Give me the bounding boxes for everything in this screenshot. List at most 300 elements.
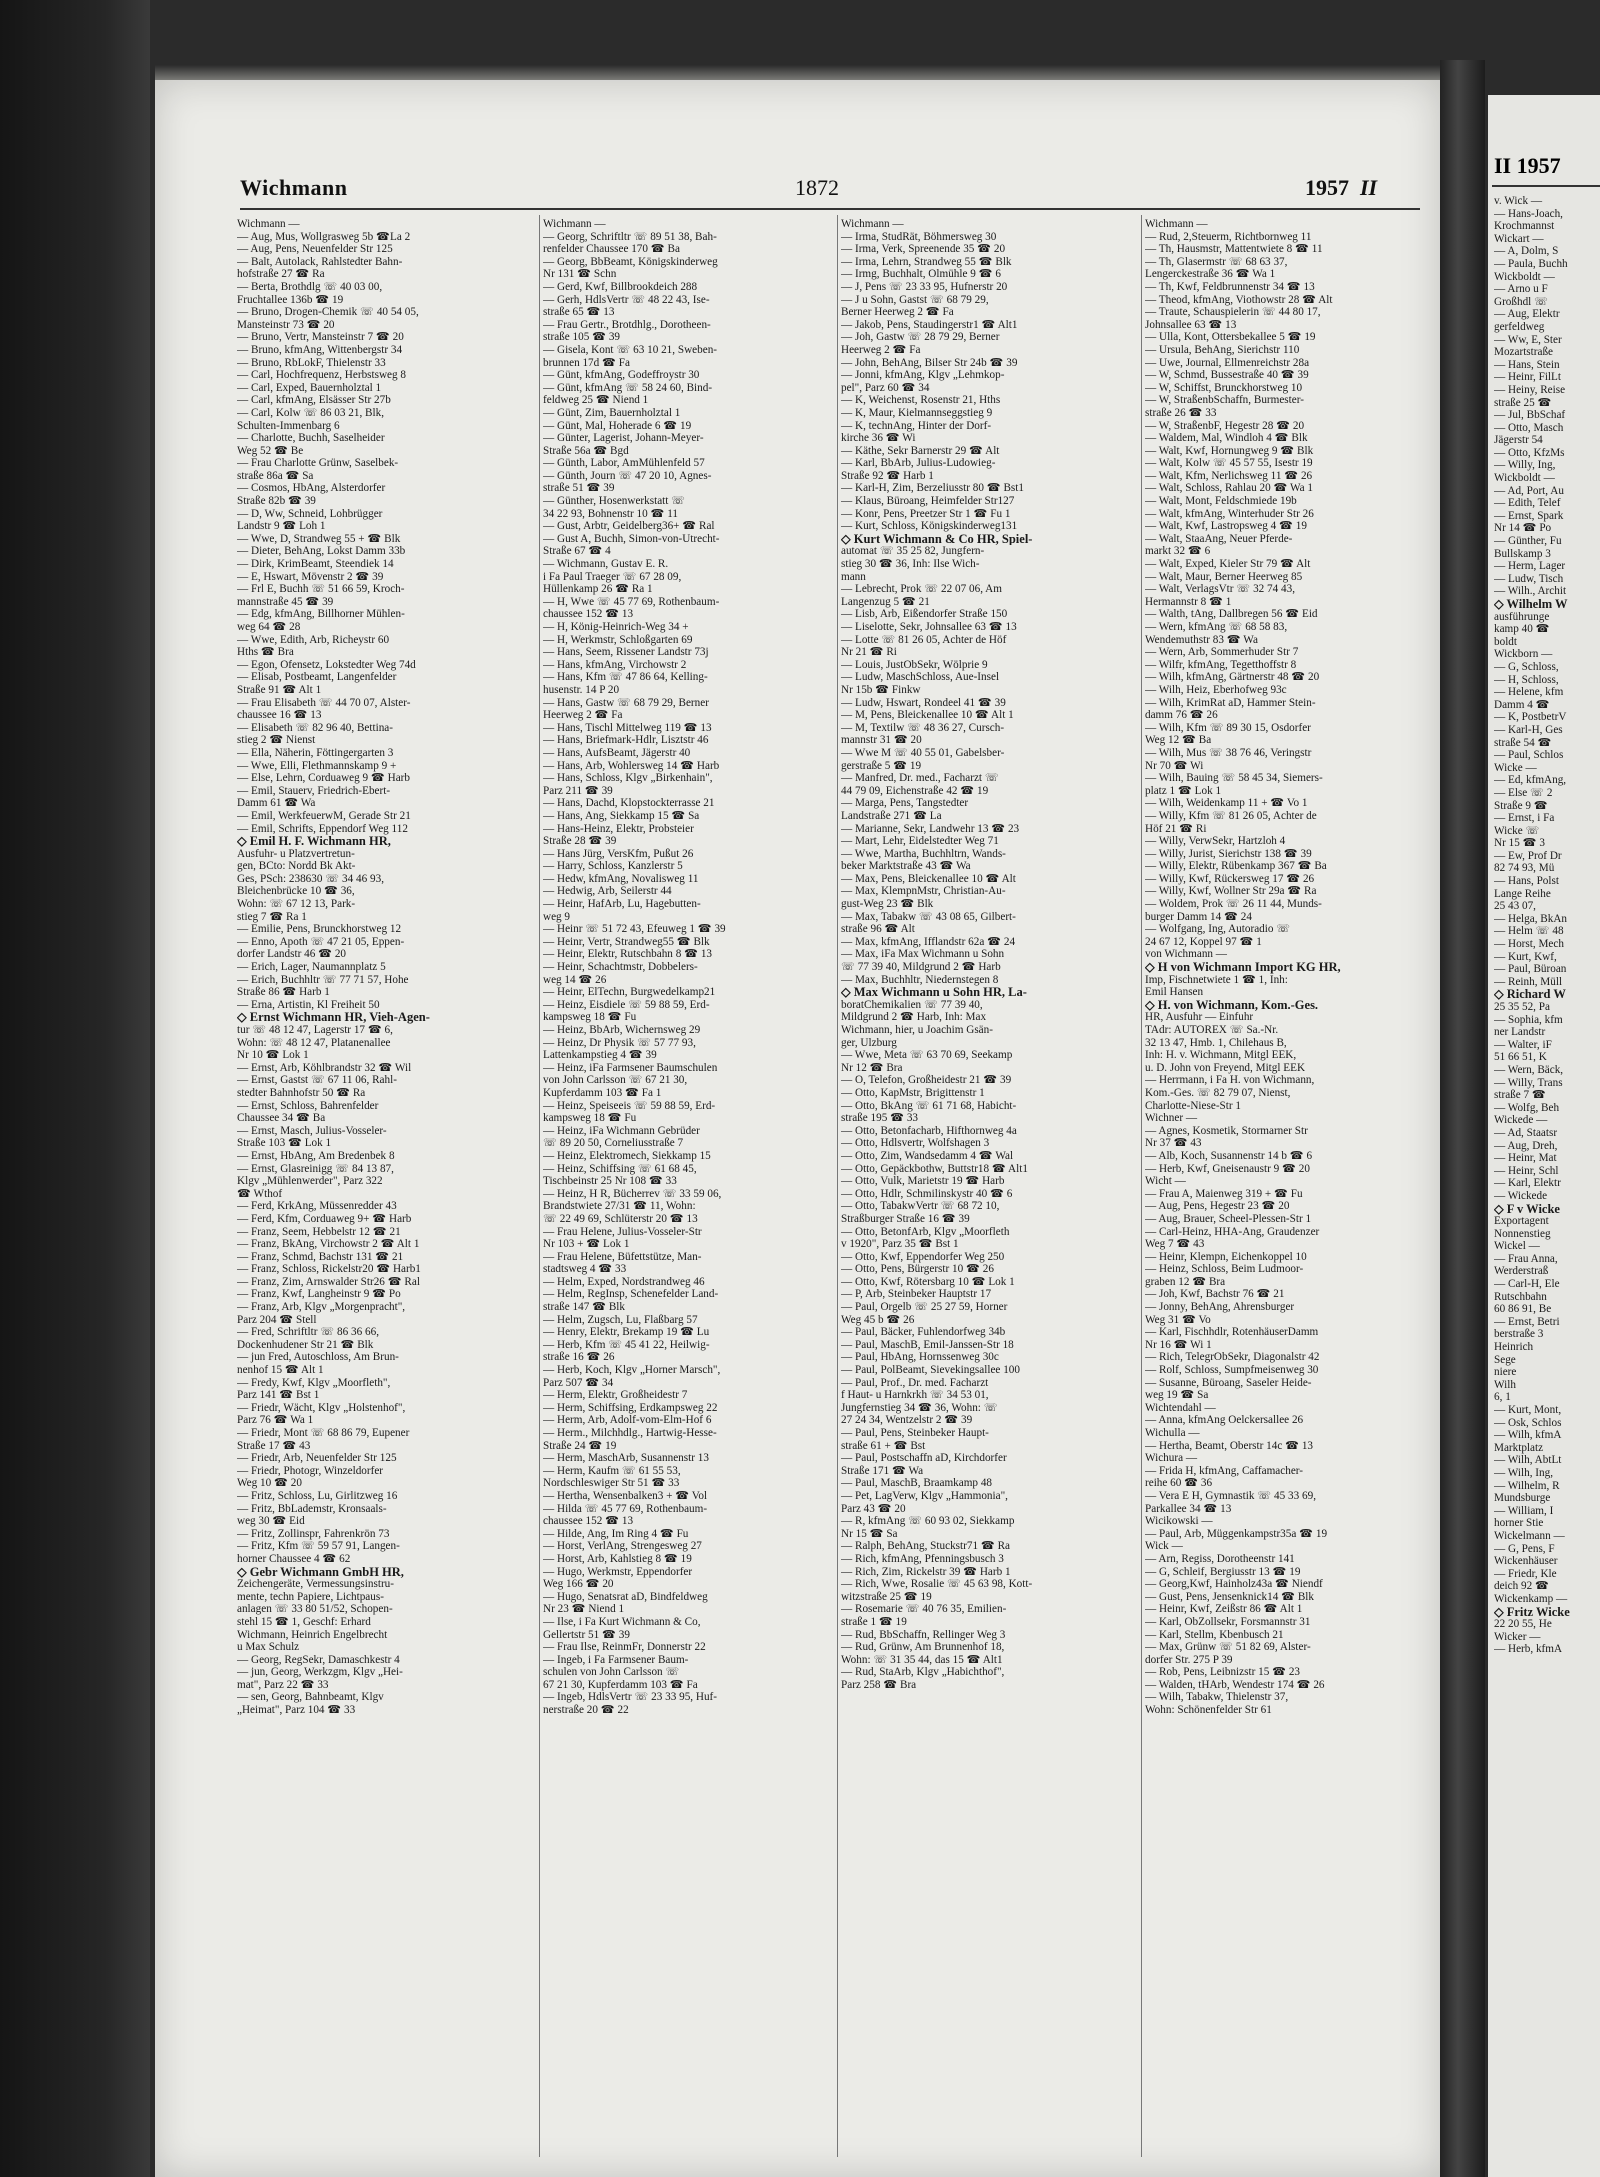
directory-entry-line: — H, Wwe ☏ 45 77 69, Rothenbaum- (543, 595, 720, 608)
directory-entry-line: — Hans, Ang, Siekkamp 15 ☎ Sa (543, 809, 700, 822)
directory-entry-line: — Susanne, Büroang, Saseler Heide- (1145, 1376, 1312, 1389)
directory-entry-line: dorfer Landstr 46 ☎ 20 (237, 948, 347, 961)
directory-entry-line: — Ella, Näherin, Föttingergarten 3 (237, 746, 394, 759)
directory-entry-line: — Heinr, HafArb, Lu, Hagebutten- (543, 898, 701, 911)
directory-entry-line: — Max, Grünw ☏ 51 82 69, Alster- (1145, 1641, 1311, 1654)
directory-entry-line: — Helm, Exped, Nordstrandweg 46 (543, 1275, 705, 1288)
directory-entry-line: Nr 12 ☎ Bra (841, 1061, 903, 1074)
directory-entry-line: — Ernst, Schloss, Bahrenfelder (237, 1099, 379, 1112)
directory-entry-line: — H, Werkmstr, Schloßgarten 69 (543, 633, 693, 646)
directory-entry-line: — K, Weichenst, Rosenstr 21, Hths (841, 394, 1001, 407)
directory-entry-line: — Heinz, Speiseeis ☏ 59 88 59, Erd- (543, 1099, 716, 1112)
next-page-edge (1488, 95, 1600, 2177)
directory-entry-line: straße 61 + ☎ Bst (841, 1439, 926, 1452)
directory-entry-line: — Frau Helene, Julius-Vosseler-Str (543, 1225, 702, 1238)
directory-entry-line: Mildgrund 2 ☎ Harb, Inh: Max (841, 1011, 987, 1024)
directory-entry-line: — Otto, BetonfArb, Klgv „Moorfleth (841, 1225, 1010, 1238)
directory-entry-line: — Gerh, HdlsVertr ☏ 48 22 43, Ise- (543, 293, 710, 306)
directory-entry-line: — Hans Jürg, VersKfm, Pußut 26 (543, 847, 694, 860)
next-page-entry-line: Bullskamp 3 (1494, 547, 1551, 560)
directory-entry-line: — Heinz, Elektromech, Siekkamp 15 (543, 1149, 711, 1162)
running-head-name: Wichmann (240, 175, 348, 200)
next-page-entry-line: ner Landstr (1494, 1026, 1546, 1039)
directory-entry-line: Straße 56a ☎ Bgd (543, 444, 629, 457)
directory-entry-line: — Max, kfmAng, Ifflandstr 62a ☎ 24 (841, 935, 1016, 948)
book-gutter (1440, 60, 1485, 2177)
directory-entry-line: mat", Parz 22 ☎ 33 (237, 1678, 329, 1691)
directory-entry-line: — E, Hswart, Mövenstr 2 ☎ 39 (237, 570, 384, 583)
directory-entry-line: — Enno, Apoth ☏ 47 21 05, Eppen- (237, 935, 405, 948)
directory-entry-line: — Frl E, Buchh ☏ 51 66 59, Kroch- (237, 583, 405, 596)
directory-entry-line: weg 14 ☎ 26 (543, 973, 607, 986)
directory-entry-line: — Paul, Arb, Müggenkampstr35a ☎ 19 (1145, 1527, 1328, 1540)
next-page-entry-line: — Wilhelm, R (1494, 1479, 1560, 1492)
directory-entry-line: ☏ 89 20 50, Corneliusstraße 7 (543, 1137, 684, 1150)
directory-entry-line: mann (841, 570, 866, 583)
directory-entry-line: Nr 23 ☎ Niend 1 (543, 1603, 625, 1616)
directory-entry-line: straße 195 ☎ 33 (841, 1112, 919, 1125)
directory-entry-line: — Walth, tAng, Dallbregen 56 ☎ Eid (1145, 608, 1318, 621)
directory-entry-line: — Frau Helene, Büfettstütze, Man- (543, 1250, 702, 1263)
directory-entry-line: Wichtendahl — (1145, 1401, 1216, 1414)
next-page-entry-line: Exportagent (1494, 1215, 1549, 1228)
next-page-entry-line: Wickelmann — (1494, 1529, 1565, 1542)
next-page-entry-line: Rutschbahn (1494, 1290, 1547, 1303)
directory-entry-line: Gellertstr 51 ☎ 39 (543, 1628, 630, 1641)
directory-entry-line: — Balt, Autolack, Rahlstedter Bahn- (237, 255, 403, 268)
directory-entry-line: — Wwe, Elli, Flethmannskamp 9 + (237, 759, 397, 772)
directory-entry-line: — Herrmann, i Fa H. von Wichmann, (1145, 1074, 1315, 1087)
next-page-entry-line: Wickede — (1494, 1114, 1548, 1127)
directory-entry-line: — Otto, BkAng ☏ 61 71 68, Habicht- (841, 1099, 1017, 1112)
next-page-entry-line: berstraße 3 (1494, 1328, 1544, 1341)
directory-entry-line: — Heinr, ElTechn, Burgwedelkamp21 (543, 986, 716, 999)
next-page-entry-line: 6, 1 (1494, 1391, 1511, 1404)
directory-entry-line: mente, techn Papiere, Lichtpaus- (237, 1590, 384, 1603)
directory-entry-line: — Hilda ☏ 45 77 69, Rothenbaum- (543, 1502, 708, 1515)
directory-entry-line: — Wilh, Tabakw, Thielenstr 37, (1145, 1691, 1289, 1704)
next-page-entry-line: — Karl-H, Ges (1494, 723, 1563, 736)
directory-entry-line: Straße 171 ☎ Wa (841, 1464, 924, 1477)
next-page-entry-line: boldt (1494, 635, 1517, 648)
directory-entry-line: — Charlotte, Buchh, Saselheider (237, 432, 385, 445)
directory-entry-line: — Hans, Kfm ☏ 47 86 64, Kelling- (543, 671, 708, 684)
directory-entry-line: pel", Parz 60 ☎ 34 (841, 381, 930, 394)
directory-entry-line: — Emil, Schrifts, Eppendorf Weg 112 (237, 822, 408, 835)
next-page-entry-line: Wickborn — (1494, 648, 1553, 661)
next-page-entry-line: — Willy, Ing, (1494, 459, 1556, 472)
directory-entry-line: — Carl-Heinz, HHA-Ang, Graudenzer (1145, 1225, 1320, 1238)
directory-entry-line: nerstraße 20 ☎ 22 (543, 1704, 629, 1717)
directory-entry-line: — Walden, tHArb, Wendestr 174 ☎ 26 (1145, 1678, 1325, 1691)
directory-entry-line: — H, König-Heinrich-Weg 34 + (543, 621, 689, 633)
directory-entry-line: — Georg,Kwf, Hainholz43a ☎ Niendf (1145, 1578, 1323, 1591)
directory-entry-line: — Walt, Exped, Kieler Str 79 ☎ Alt (1145, 558, 1311, 571)
year: 1957 (1305, 175, 1349, 200)
directory-entry-line: — Otto, Hdlsvertr, Wolfshagen 3 (841, 1137, 990, 1150)
directory-entry-line: Straße 92 ☎ Harb 1 (841, 469, 934, 482)
directory-entry-line: — O, Telefon, Großheidestr 21 ☎ 39 (841, 1074, 1012, 1087)
directory-entry-line: Nr 21 ☎ Ri (841, 646, 897, 659)
directory-entry-line: Tischbeinstr 25 Nr 108 ☎ 33 (543, 1175, 677, 1188)
directory-entry-line: — Marianne, Sekr, Landwehr 13 ☎ 23 (841, 822, 1020, 835)
directory-entry-line: — Hertha, Wensenbalken3 + ☎ Vol (543, 1489, 708, 1502)
directory-entry-line: — M, Pens, Bleickenallee 10 ☎ Alt 1 (841, 709, 1014, 722)
directory-entry-line: — Walt, Kolw ☏ 45 57 55, Isestr 19 (1145, 457, 1313, 470)
directory-entry-line: — Carl, Exped, Bauernholztal 1 (237, 381, 382, 394)
directory-entry-line: — Lebrecht, Prok ☏ 22 07 06, Am (841, 583, 1002, 596)
directory-entry-line: u. D. John von Freyend, Mitgl EEK (1145, 1061, 1306, 1074)
directory-entry-line: — Wilh, Mus ☏ 38 76 46, Veringstr (1145, 746, 1312, 759)
directory-entry-line: — Th, Hausmstr, Mattentwiete 8 ☎ 11 (1145, 243, 1323, 256)
directory-entry-line: markt 32 ☎ 6 (1145, 545, 1211, 558)
directory-entry-line: — Willy, Kfm ☏ 81 26 05, Achter de (1145, 809, 1317, 822)
directory-entry-line: schulen von John Carlsson ☏ (543, 1666, 680, 1679)
directory-entry-line: — Ferd, KrkAng, Müssenredder 43 (237, 1200, 397, 1213)
next-page-entry-line: Nr 15 ☎ 3 (1494, 837, 1545, 850)
directory-entry-line: — Paul, Postschaffn aD, Kirchdorfer (841, 1452, 1007, 1465)
next-page-entry-line: — Ww, E, Ster (1494, 333, 1562, 346)
directory-entry-line: Nr 103 + ☎ Lok 1 (543, 1238, 630, 1251)
directory-entry-line: — P, Arb, Steinbeker Hauptstr 17 (841, 1288, 992, 1301)
directory-entry-line: — Otto, Hdlr, Schmilinskystr 40 ☎ 6 (841, 1187, 1013, 1200)
next-page-entry-line: 60 86 91, Be (1494, 1303, 1552, 1316)
next-page-entry-line: — Ew, Prof Dr (1494, 849, 1562, 862)
directory-entry-line: — Günt, Mal, Hoherade 6 ☎ 19 (543, 419, 692, 432)
directory-entry-line: Wohn: ☏ 67 12 13, Park- (237, 898, 356, 911)
directory-entry-line: — J, Pens ☏ 23 33 95, Hufnerstr 20 (841, 280, 1008, 293)
directory-entry-line: — Mart, Lehr, Eidelstedter Weg 71 (841, 835, 999, 848)
directory-entry-line: — Agnes, Kosmetik, Stormarner Str (1145, 1124, 1308, 1137)
column-separator (539, 215, 540, 2157)
directory-entry-line: Heerweg 2 ☎ Fa (543, 709, 623, 722)
next-page-entry-line: niere (1494, 1366, 1517, 1379)
directory-entry-line: chaussee 152 ☎ 13 (543, 1515, 634, 1528)
directory-entry-line: ◇ H von Wichmann Import KG HR, (1145, 961, 1341, 974)
directory-entry-line: Nr 37 ☎ 43 (1145, 1137, 1202, 1150)
directory-entry-line: Wichmann — (1145, 218, 1208, 230)
directory-entry-line: „Heimat", Parz 104 ☎ 33 (237, 1704, 356, 1717)
directory-entry-line: — Lotte ☏ 81 26 05, Achter de Höf (841, 633, 1007, 646)
directory-entry-line: — Walt, Kfm, Nerlichsweg 11 ☎ 26 (1145, 469, 1313, 482)
directory-entry-line: nenhof 15 ☎ Alt 1 (237, 1364, 324, 1377)
next-page-entry-line: — Osk, Schlos (1494, 1416, 1562, 1429)
directory-entry-line: — Otto, Kwf, Rötersbarg 10 ☎ Lok 1 (841, 1275, 1015, 1288)
directory-entry-line: Wohn: Schönenfelder Str 61 (1145, 1704, 1272, 1717)
directory-entry-line: — K, Maur, Kielmannseggstieg 9 (841, 406, 993, 419)
directory-entry-line: — Hugo, Senatsrat aD, Bindfeldweg (543, 1590, 708, 1603)
directory-entry-line: Landstraße 271 ☎ La (841, 809, 942, 822)
next-page-entry-line: — Helene, kfm (1494, 686, 1564, 699)
directory-entry-line: — Aug, Brauer, Scheel-Plessen-Str 1 (1145, 1212, 1312, 1225)
directory-entry-line: i Fa Paul Traeger ☏ 67 28 09, (543, 570, 682, 583)
next-page-entry-line: Wickel — (1494, 1240, 1540, 1253)
next-page-entry-line: — William, I (1494, 1504, 1554, 1517)
directory-entry-line: — Rich, TelegrObSekr, Diagonalstr 42 (1145, 1351, 1320, 1364)
directory-entry-line: — Wilh, kfmAng, Gärtnerstr 48 ☎ 20 (1145, 671, 1320, 684)
directory-entry-line: straße 1 ☎ 19 (841, 1615, 907, 1628)
directory-entry-line: — Rob, Pens, Leibnizstr 15 ☎ 23 (1145, 1666, 1301, 1679)
directory-entry-line: — Carl, Hochfrequenz, Herbstsweg 8 (237, 369, 407, 382)
directory-entry-line: — Georg, Schriftltr ☏ 89 51 38, Bah- (543, 230, 717, 243)
directory-entry-line: Nr 15b ☎ Finkw (841, 683, 921, 696)
directory-entry-line: Straßburger Straße 16 ☎ 39 (841, 1212, 970, 1225)
directory-entry-line: — Wichmann, Gustav E. R. (543, 558, 669, 571)
directory-entry-line: — Traute, Schauspielerin ☏ 44 80 17, (1145, 306, 1321, 319)
directory-entry-line: — Heinr, Schachtmstr, Dobbelers- (543, 961, 698, 974)
directory-entry-line: Wichmann — (237, 218, 300, 230)
directory-entry-line: — Günt, Zim, Bauernholztal 1 (543, 406, 681, 419)
directory-entry-line: — Paul, MaschB, Braamkamp 48 (841, 1477, 993, 1490)
directory-entry-line: Lattenkampstieg 4 ☎ 39 (543, 1049, 657, 1062)
next-page-entry-line: — Heinr, Schl (1494, 1164, 1559, 1177)
next-page-entry-line: — A, Dolm, S (1494, 245, 1559, 258)
directory-entry-line: — Emilie, Pens, Brunckhorstweg 12 (237, 923, 402, 936)
directory-entry-line: Weg 52 ☎ Be (237, 444, 304, 457)
next-page-entry-line: — Herm, Lager (1494, 560, 1566, 573)
directory-entry-line: — G, Schleif, Bergiusstr 13 ☎ 19 (1145, 1565, 1301, 1578)
directory-entry-line: — Fritz, BbLademstr, Kronsaals- (237, 1502, 387, 1515)
directory-entry-line: — Wilh, KrimRat aD, Hammer Stein- (1145, 696, 1316, 709)
directory-entry-line: — Bruno, kfmAng, Wittenbergstr 34 (237, 343, 403, 356)
directory-entry-line: — Ludw, MaschSchloss, Aue-Insel (841, 671, 1000, 684)
directory-entry-line: Parz 43 ☎ 20 (841, 1502, 906, 1515)
directory-entry-line: stedter Bahnhofstr 50 ☎ Ra (237, 1086, 366, 1099)
directory-entry-line: — Franz, Schmd, Bachstr 131 ☎ 21 (237, 1250, 404, 1263)
directory-entry-line: renfelder Chaussee 170 ☎ Ba (543, 243, 680, 256)
directory-entry-line: straße 65 ☎ 13 (543, 306, 615, 319)
next-page-entry-line: Wickart — (1494, 232, 1544, 245)
directory-entry-line: Wichner — (1145, 1112, 1198, 1125)
next-page-entry-line: — Günther, Fu (1494, 535, 1562, 548)
directory-entry-line: — Otto, Zim, Wandsedamm 4 ☎ Wal (841, 1149, 1014, 1162)
directory-entry-line: — Hans, Briefmark-Hdlr, Lisztstr 46 (543, 734, 709, 747)
directory-entry-line: Charlotte-Niese-Str 1 (1145, 1099, 1242, 1112)
directory-entry-line: — Herm, Schiffsing, Erdkampsweg 22 (543, 1401, 718, 1414)
next-page-entry-line: Marktplatz (1494, 1441, 1544, 1454)
directory-entry-line: — Louis, JustObSekr, Wölprie 9 (841, 658, 988, 671)
directory-page (155, 80, 1440, 2177)
directory-entry-line: 67 21 30, Kupferdamm 103 ☎ Fa (543, 1678, 698, 1691)
directory-entry-line: — Willy, Jurist, Sierichstr 138 ☎ 39 (1145, 847, 1312, 860)
next-page-entry-line: Jägerstr 54 (1494, 434, 1543, 447)
directory-entry-line: — Erich, Buchhltr ☏ 77 71 57, Hohe (237, 973, 409, 986)
directory-entry-line: — Uwe, Journal, Ellmenreichstr 28a (1145, 356, 1310, 369)
directory-entry-line: ger, Ulzburg (841, 1036, 897, 1049)
directory-entry-line: Ges, PSch: 238630 ☏ 34 46 93, (237, 872, 384, 885)
directory-entry-line: — Heinz, BbArb, Wichernsweg 29 (543, 1024, 701, 1036)
directory-entry-line: — Otto, Kwf, Eppendorfer Weg 250 (841, 1250, 1005, 1263)
directory-entry-line: Hüllenkamp 26 ☎ Ra 1 (543, 583, 653, 596)
directory-entry-line: — Paul, MaschB, Emil-Janssen-Str 18 (841, 1338, 1014, 1351)
directory-entry-line: — Aug, Mus, Wollgrasweg 5b ☎La 2 (237, 230, 411, 243)
directory-entry-line: — Manfred, Dr. med., Facharzt ☏ (841, 772, 999, 785)
directory-entry-line: — Rud, StaArb, Klgv „Habichthof", (841, 1666, 1005, 1679)
next-page-entry-line: 25 35 52, Pa (1494, 1001, 1550, 1013)
directory-entry-line: — Konr, Pens, Preetzer Str 1 ☎ Fu 1 (841, 507, 1011, 520)
directory-entry-line: — Wilh, Bauing ☏ 58 45 34, Siemers- (1145, 772, 1323, 785)
directory-entry-line: — Otto, Betonfacharb, Hifthornweg 4a (841, 1124, 1017, 1137)
directory-entry-line: Chaussee 34 ☎ Ba (237, 1112, 326, 1125)
directory-entry-line: — Ernst, Glasreinigg ☏ 84 13 87, (237, 1162, 394, 1175)
directory-entry-line: — Wwe, Edith, Arb, Richeystr 60 (237, 633, 390, 646)
header-rule (240, 208, 1420, 210)
next-page-entry-line: — Heiny, Reise (1494, 383, 1566, 396)
directory-entry-line: — Bruno, Vertr, Mansteinstr 7 ☎ 20 (237, 331, 404, 344)
directory-entry-line: — Georg, BbBeamt, Königskinderweg (543, 255, 718, 268)
next-page-entry-line: Wickboldt — (1494, 472, 1555, 485)
directory-entry-line: — John, BehAng, Bilser Str 24b ☎ 39 (841, 356, 1018, 369)
directory-entry-line: — Frau Elisabeth ☏ 44 70 07, Alster- (237, 696, 411, 709)
directory-entry-line: — Arn, Regiss, Dorotheenstr 141 (1145, 1552, 1295, 1565)
directory-entry-line: — Rich, Zim, Rickelstr 39 ☎ Harb 1 (841, 1565, 1011, 1578)
directory-entry-line: damm 76 ☎ 26 (1145, 709, 1218, 722)
directory-entry-line: — Gisela, Kont ☏ 63 10 21, Sweben- (543, 343, 718, 356)
directory-entry-line: — Wwe, D, Strandweg 55 + ☎ Blk (237, 532, 401, 545)
directory-entry-line: 24 67 12, Koppel 97 ☎ 1 (1145, 935, 1262, 948)
directory-entry-line: gust-Weg 23 ☎ Blk (841, 898, 934, 911)
directory-entry-line: — Heinz, Eisdiele ☏ 59 88 59, Erd- (543, 998, 710, 1011)
directory-entry-line: — Joh, Gastw ☏ 28 79 29, Berner (841, 331, 1000, 344)
directory-entry-line: — Hans, Arb, Wohlersweg 14 ☎ Harb (543, 759, 720, 772)
directory-entry-line: gen, BCto: Nordd Bk Akt- (237, 860, 356, 873)
directory-entry-line: — Günther, Hosenwerkstatt ☏ (543, 495, 686, 508)
directory-entry-line: Weg 10 ☎ 20 (237, 1477, 302, 1490)
directory-entry-line: TAdr: AUTOREX ☏ Sa.-Nr. (1145, 1024, 1279, 1036)
column-separator (1141, 215, 1142, 2157)
next-page-entry-line: — Herb, kfmA (1494, 1643, 1563, 1656)
next-page-entry-line: Wickenkamp — (1494, 1592, 1568, 1605)
directory-entry-line: stieg 30 ☎ 36, Inh: Ilse Wich- (841, 558, 980, 571)
directory-entry-line: — Irma, StudRät, Böhmersweg 30 (841, 230, 997, 243)
next-page-entry-line: — K, PostbetrV (1494, 711, 1567, 724)
directory-entry-line: — Friedr, Arb, Neuenfelder Str 125 (237, 1452, 397, 1465)
directory-entry-line: — Berta, Brothdlg ☏ 40 03 00, (237, 280, 383, 293)
directory-entry-line: Nr 70 ☎ Wi (1145, 759, 1204, 772)
directory-entry-line: — Gust, Arbtr, Geidelberg36+ ☎ Ral (543, 520, 715, 533)
directory-entry-line: — Karl, Fischhdlr, RotenhäuserDamm (1145, 1326, 1319, 1339)
directory-entry-line: — Walt, StaaAng, Neuer Pferde- (1145, 532, 1293, 545)
next-page-entry-line: horner Stie (1494, 1517, 1544, 1530)
directory-entry-line: — Willy, Kwf, Wollner Str 29a ☎ Ra (1145, 885, 1317, 898)
directory-entry-line: — Wern, Arb, Sommerhuder Str 7 (1145, 646, 1299, 659)
directory-entry-line: — Rud, Grünw, Am Brunnenhof 18, (841, 1641, 1005, 1654)
directory-entry-line: — Rud, BbSchaffn, Rellinger Weg 3 (841, 1628, 1006, 1641)
next-page-entry-line: straße 54 ☎ (1494, 736, 1552, 749)
directory-entry-line: — W, Schmd, Bussestraße 40 ☎ 39 (1145, 369, 1309, 382)
directory-entry-line: Straße 67 ☎ 4 (543, 545, 611, 558)
directory-entry-line: Straße 28 ☎ 39 (543, 835, 617, 848)
directory-entry-line: anlagen ☏ 33 80 51/52, Schopen- (237, 1603, 393, 1616)
directory-entry-line: — Günter, Lagerist, Johann-Meyer- (543, 432, 704, 445)
directory-entry-line: Dockenhudener Str 21 ☎ Blk (237, 1338, 374, 1351)
directory-entry-line: Klgv „Mühlenwerder", Parz 322 (237, 1175, 383, 1188)
directory-entry-line: Wichmann, Heinrich Engelbrecht (237, 1628, 388, 1641)
volume: II (1360, 175, 1378, 200)
next-page-entry-line: — Friedr, Kle (1494, 1567, 1557, 1580)
directory-entry-line: — Alb, Koch, Susannenstr 14 b ☎ 6 (1145, 1149, 1313, 1162)
directory-entry-line: — Herb, Kwf, Gneisenaustr 9 ☎ 20 (1145, 1162, 1310, 1175)
directory-entry-line: von Wichmann — (1145, 948, 1227, 961)
next-page-entry-line: Lange Reihe (1494, 887, 1551, 900)
directory-entry-line: Wendemuthstr 83 ☎ Wa (1145, 633, 1258, 646)
directory-entry-line: Heerweg 2 ☎ Fa (841, 343, 921, 356)
directory-entry-line: — Friedr, Photogr, Winzeldorfer (237, 1464, 384, 1477)
next-page-entry-line: — Otto, KfzMs (1494, 446, 1565, 459)
directory-entry-line: Kom.-Ges. ☏ 82 79 07, Nienst, (1145, 1086, 1291, 1099)
directory-entry-line: Jungfernstieg 34 ☎ 36, Wohn: ☏ (841, 1401, 998, 1414)
directory-entry-line: weg 64 ☎ 28 (237, 621, 301, 633)
directory-entry-line: u Max Schulz (237, 1641, 300, 1654)
next-page-entry-line: Wicke — (1494, 761, 1537, 774)
directory-entry-line: — Helm, RegInsp, Schenefelder Land- (543, 1288, 719, 1301)
directory-entry-line: — Th, Glasermstr ☏ 68 63 37, (1145, 255, 1288, 268)
directory-entry-line: Fruchtallee 136b ☎ 19 (237, 293, 344, 306)
directory-entry-line: f Haut- u Harnkrkh ☏ 34 53 01, (841, 1389, 989, 1402)
directory-entry-line: — Hertha, Beamt, Oberstr 14c ☎ 13 (1145, 1439, 1314, 1452)
directory-entry-line: — Frida H, kfmAng, Caffamacher- (1145, 1464, 1304, 1477)
column-4 (1145, 218, 1440, 1717)
directory-entry-line: — Max, Buchhltr, Niedernstegen 8 (841, 973, 999, 986)
directory-entry-line: — Franz, Schloss, Rickelstr20 ☎ Harb1 (237, 1263, 421, 1276)
directory-entry-line: straße 86a ☎ Sa (237, 469, 314, 482)
directory-entry-line: — Vera E H, Gymnastik ☏ 45 33 69, (1145, 1489, 1317, 1502)
directory-entry-line: — W, StraßenbSchaffn, Burmester- (1145, 394, 1304, 407)
directory-entry-line: — Else, Lehrn, Corduaweg 9 ☎ Harb (237, 772, 411, 785)
directory-entry-line: Wichmann — (841, 218, 904, 230)
directory-entry-line: ☏ 22 49 69, Schlüterstr 20 ☎ 13 (543, 1212, 698, 1225)
directory-entry-line: Parz 211 ☎ 39 (543, 784, 613, 797)
next-page-entry-line: Nonnenstieg (1494, 1227, 1551, 1240)
directory-entry-line: tur ☏ 48 12 47, Lagerstr 17 ☎ 6, (237, 1024, 393, 1036)
directory-entry-line: — Käthe, Sekr Barnerstr 29 ☎ Alt (841, 444, 1000, 457)
directory-entry-line: — Franz, Zim, Arnswalder Str26 ☎ Ral (237, 1275, 420, 1288)
directory-entry-line: — Ludw, Hswart, Rondeel 41 ☎ 39 (841, 696, 1006, 709)
directory-entry-line: — Heinr, Vertr, Strandweg55 ☎ Blk (543, 935, 710, 948)
directory-entry-line: — Ferd, Kfm, Corduaweg 9+ ☎ Harb (237, 1212, 412, 1225)
next-page-entry-line: ◇ Wilhelm W (1494, 598, 1568, 611)
next-page-entry-line: — Paul, Büroan (1494, 963, 1567, 976)
directory-entry-line: Parz 141 ☎ Bst 1 (237, 1389, 320, 1402)
next-page-entry-line: Straße 9 ☎ (1494, 799, 1548, 812)
directory-entry-line: ☏ 77 39 40, Mildgrund 2 ☎ Harb (841, 961, 1001, 974)
directory-entry-line: — Walt, Kwf, Lastropsweg 4 ☎ 19 (1145, 520, 1307, 533)
directory-entry-line: — Otto, KapMstr, Brigittenstr 1 (841, 1086, 985, 1099)
directory-entry-line: — Lisb, Arb, Eißendorfer Straße 150 (841, 608, 1008, 621)
directory-entry-line: Mansteinstr 73 ☎ 20 (237, 318, 335, 331)
directory-entry-line: Straße 24 ☎ 19 (543, 1439, 617, 1452)
directory-entry-line: Inh: H. v. Wichmann, Mitgl EEK, (1145, 1049, 1297, 1062)
next-page-entry-line: Damm 4 ☎ (1494, 698, 1550, 711)
directory-entry-line: — Horst, VerlAng, Strengesweg 27 (543, 1540, 702, 1553)
directory-entry-line: — Fritz, Zollinspr, Fahrenkrön 73 (237, 1527, 390, 1540)
directory-entry-line: Wohn: ☏ 48 12 47, Platanenallee (237, 1036, 391, 1049)
directory-entry-line: — Franz, Arb, Klgv „Morgenpracht", (237, 1301, 406, 1314)
directory-entry-line: feldweg 25 ☎ Niend 1 (543, 394, 649, 407)
next-page-entry-line: — Wilh, AbtLt (1494, 1454, 1562, 1467)
directory-entry-line: — Gerd, Kwf, Billbrookdeich 288 (543, 280, 698, 293)
directory-entry-line: — Irmg, Buchhalt, Olmühle 9 ☎ 6 (841, 268, 1001, 281)
directory-entry-line: — Horst, Arb, Kahlstieg 8 ☎ 19 (543, 1552, 692, 1565)
next-page-entry-line: Wickboldt — (1494, 270, 1555, 283)
directory-entry-line: — Frau Charlotte Grünw, Saselbek- (237, 457, 399, 470)
directory-entry-line: mannstr 31 ☎ 20 (841, 734, 922, 747)
directory-entry-line: Wichmann — (543, 218, 606, 230)
directory-entry-line: — Paul, Orgelb ☏ 25 27 59, Horner (841, 1301, 1008, 1314)
directory-entry-line: — Heinz, Dr Physik ☏ 57 77 93, (543, 1036, 696, 1049)
directory-entry-line: — Erich, Lager, Naumannplatz 5 (237, 961, 386, 974)
directory-entry-line: von John Carlsson ☏ 67 21 30, (543, 1074, 688, 1087)
